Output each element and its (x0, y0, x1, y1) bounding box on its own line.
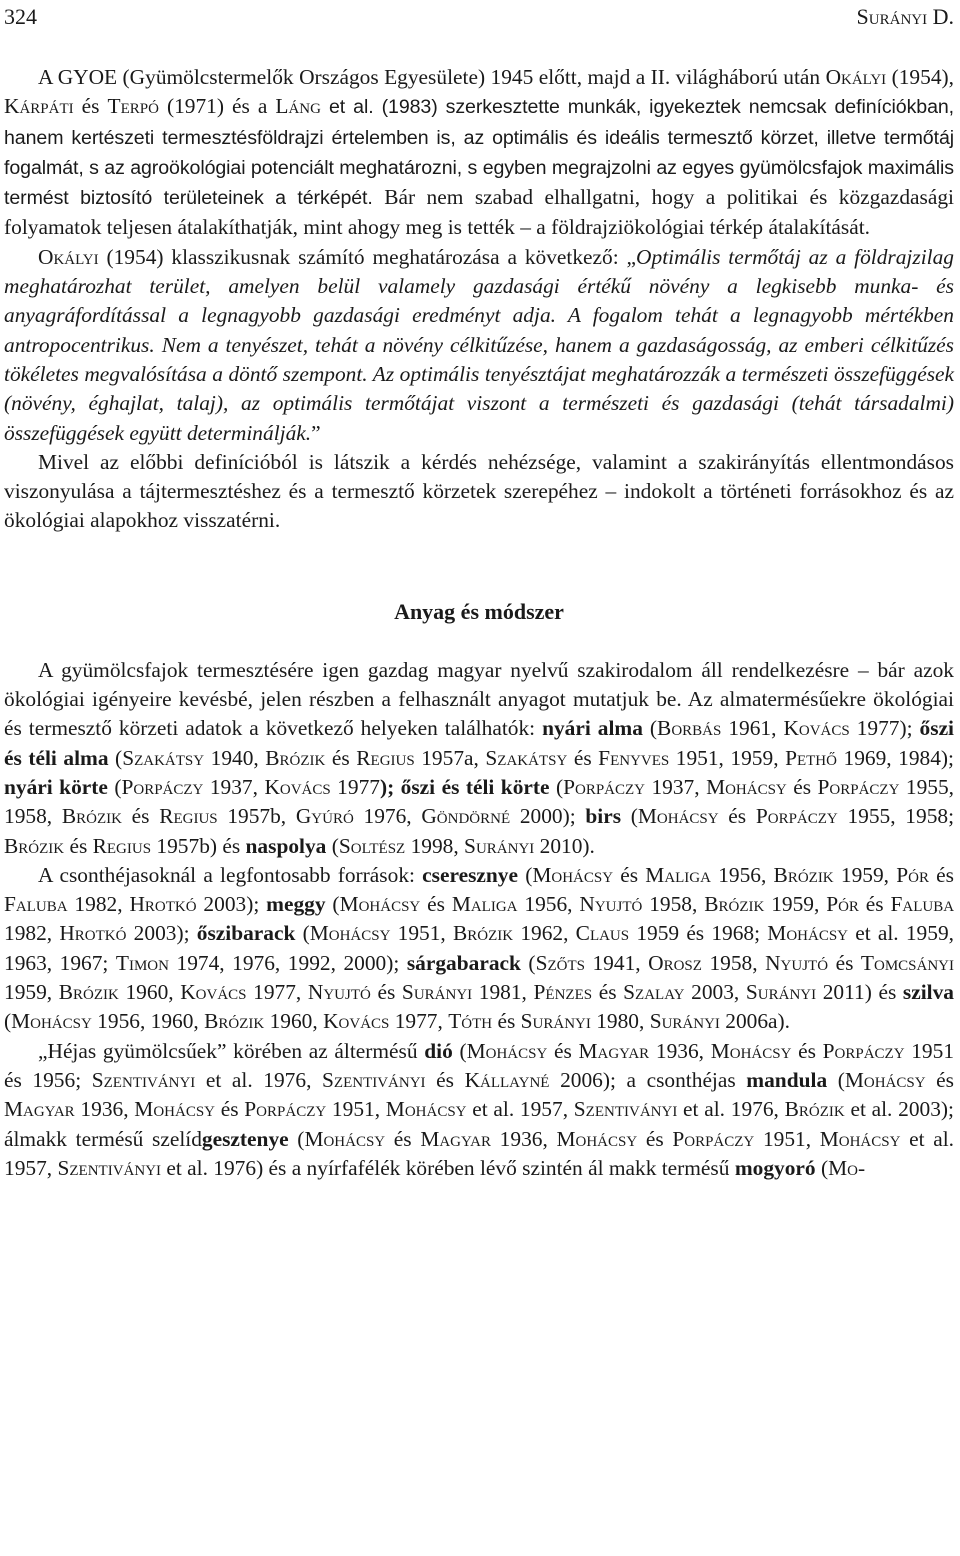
text-segment: ( (518, 862, 533, 887)
fruit-term: dió (424, 1038, 453, 1063)
author-name: Porpáczy (121, 774, 204, 799)
text-segment: 1998, (405, 833, 465, 858)
text-segment: és (547, 1038, 579, 1063)
text-segment: és (420, 892, 452, 917)
author-name: Mohácsy (532, 862, 614, 887)
text-segment: 2006); a csonthéjas (549, 1067, 747, 1092)
text-segment: 1982, (4, 921, 60, 946)
author-name: Faluba (4, 892, 68, 917)
author-name: Porpáczy (563, 774, 646, 799)
author-name: Pór (826, 892, 859, 917)
text-segment: és (592, 980, 624, 1005)
text-segment: A csonthéjasoknál a legfontosabb források: (38, 862, 423, 887)
author-name: Orosz (648, 950, 702, 975)
text-segment: et al. 1976, (677, 1097, 785, 1122)
text-segment: 1951 és 1956; (4, 1038, 955, 1092)
fruit-term: mandula (746, 1067, 828, 1092)
author-name: Mohácsy (11, 1009, 92, 1034)
text-segment: 1957b) és (151, 833, 246, 858)
author-name: Mohácsy (767, 921, 848, 946)
author-name: Mohácsy (706, 774, 787, 799)
paragraph-nut-fruits (4, 1037, 954, 1183)
paragraph-gyoe: A GYOE (Gyümölcstermelők Országos Egyesülete) 1945 előtt, majd a II. világháború után Okályi (1954), Kárpáti és Terpó (1971) és a Láng et al. (1983) szerkesztette munkák, igyekeztek nemcsak definíciókban, hanem kertészeti termesztésföldrajzi értelemben is, az optimális és ideális termesztő körzet, illetve termőtáj fogalmát, s az agroökológiai potenciált meghatározni, s egyben megrajzolni az egyes gyümölcsfajok maximális termést biztosító területeinek a térképét. Bár nem szabad elhallgatni, hogy a politikai és közgazdasági folyamatok teljesen átalakíthatják, mint ahogy meg is tették – a földrajziökológiai térkép átalakítását. (4, 65, 955, 240)
fruit-term: ); őszi és téli körte (379, 774, 550, 799)
text-segment: et al. 1957, (4, 1126, 955, 1180)
fruit-term: meggy (266, 892, 326, 917)
text-segment: 1951, 1959, (669, 745, 786, 770)
text-segment: és (567, 745, 599, 770)
author-name: Kállayné (464, 1067, 550, 1092)
author-name: Mohácsy (385, 1097, 467, 1122)
text-segment: 1962, (513, 921, 576, 946)
text-segment: et al. 1957, (466, 1097, 574, 1122)
fruit-term: őszi és téli alma (4, 716, 955, 770)
text-segment: 2003); (196, 892, 267, 917)
text-segment: 1960, (118, 980, 181, 1005)
text-segment: 1951, (390, 921, 453, 946)
text-segment: et al. 1976, (195, 1067, 323, 1092)
author-name: Göndörné (421, 804, 511, 829)
text-segment: és (613, 862, 646, 887)
author-name: Magyar (420, 1126, 492, 1151)
author-name: Mo- (828, 1155, 866, 1180)
author-name: Kovács (264, 774, 331, 799)
author-name: Mohácsy (466, 1038, 548, 1063)
running-header (4, 2, 954, 31)
author-name: Mohácsy (134, 1097, 215, 1122)
text-segment: et al. 2003); álmakk termésű szelíd (4, 1097, 954, 1151)
author-name: Maliga (645, 862, 711, 887)
text-segment: és (928, 862, 954, 887)
author-name: Szentiványi (573, 1097, 678, 1122)
author-name: Porpáczy (822, 1038, 905, 1063)
text-segment: és (64, 833, 93, 858)
text-segment: 1955, 1958; (837, 804, 955, 829)
text-segment: ( (326, 833, 339, 858)
author-name: Surányi (464, 833, 535, 858)
author-name: Mohácsy (844, 1067, 926, 1092)
text-segment: ( (827, 1067, 845, 1092)
text-segment: 1977); (849, 716, 920, 741)
text-segment: és (121, 804, 160, 829)
author-name: Faluba (890, 892, 955, 917)
text-segment: és (791, 1038, 823, 1063)
text-segment: 1976, (353, 804, 422, 829)
text-segment: ( (621, 804, 638, 829)
author-name: Mohácsy (710, 1038, 792, 1063)
author-name: Szentiványi (57, 1155, 162, 1180)
author-name: Timon (115, 950, 169, 975)
fruit-term: nyári körte (4, 774, 108, 799)
author-name: Mohácsy (304, 1126, 386, 1151)
author-name: Szalay (623, 980, 685, 1005)
text-segment: és (370, 980, 402, 1005)
text-segment: 1955, 1958, (4, 774, 955, 829)
author-name: Mohácsy (556, 1126, 638, 1151)
author-name: Porpáczy (672, 1126, 755, 1151)
text-segment: ( (642, 716, 658, 741)
author-name: Szakátsy (485, 745, 568, 770)
author-name: Brózik (61, 804, 122, 829)
author-name: Szakátsy (122, 745, 205, 770)
text-segment: 2000); (510, 804, 586, 829)
text-segment: 1977, (246, 980, 308, 1005)
text-segment: 1956, (517, 892, 580, 917)
text-segment: 2006a). (719, 1009, 791, 1034)
author-name: Nyujtó (765, 950, 829, 975)
author-name: Szentiványi (322, 1067, 426, 1092)
text-segment: 1937, (203, 774, 265, 799)
author-name: Surányi (745, 980, 817, 1005)
text-segment: 1936, (491, 1126, 557, 1151)
author-name: Porpáczy (817, 774, 900, 799)
author-name: Brózik (58, 980, 119, 1005)
text-segment: 1959, (764, 892, 827, 917)
text-segment: és (385, 1126, 421, 1151)
author-name: Mohácsy (819, 1126, 901, 1151)
text-segment: ( (288, 1126, 305, 1151)
fruit-term: sárgabarack (406, 950, 521, 975)
author-name: Tomcsányi (860, 950, 954, 975)
author-name: Brózik (453, 921, 514, 946)
text-segment: 2003); (126, 921, 197, 946)
text-segment: A gyümölcsfajok termesztésére igen gazdag magyar nyelvű szakirodalom áll rendelkezésre – bár azok ökológiai igényeire kevésbé, jelen részben a felhasznált anyagot mutatjuk be. Az almatermésűekre ökológiai és termesztő körzeti adatok a következő helyeken találhatók: (4, 657, 954, 741)
text-segment: 1961, (721, 716, 784, 741)
author-name: Mohácsy (339, 892, 421, 917)
text-segment: 1960, (264, 1009, 324, 1034)
author-name: Brózik (773, 862, 834, 887)
text-segment: és (325, 745, 357, 770)
author-name: Magyar (578, 1038, 650, 1063)
text-segment: 1956, (710, 862, 774, 887)
author-name: Szőts (535, 950, 585, 975)
author-name: Soltész (338, 833, 406, 858)
author-name: Mohácsy (309, 921, 391, 946)
author-name: Magyar (4, 1097, 75, 1122)
author-name: Maliga (451, 892, 518, 917)
text-segment: 2010). (534, 833, 595, 858)
text-segment: 1941, (584, 950, 649, 975)
author-name: Surányi (520, 1009, 591, 1034)
text-segment: 1959, (833, 862, 897, 887)
page-number: 324 (4, 4, 37, 29)
author-name: Brózik (4, 833, 65, 858)
text-segment: és (425, 1067, 465, 1092)
fruit-term: szilva (902, 980, 955, 1005)
text-segment: 1969, 1984); (836, 745, 954, 770)
paragraph-pome-fruits (4, 656, 954, 861)
text-segment: 1974, 1976, 1992, 2000); (168, 950, 407, 975)
text-segment: et al. 1976) és a nyírfafélék körében lévő szintén ál makk termésű (161, 1155, 735, 1180)
text-segment: 1982, (67, 892, 130, 917)
author-name: Porpáczy (244, 1097, 327, 1122)
text-segment: 1956, 1960, (91, 1009, 205, 1034)
text-segment: ( (549, 774, 564, 799)
fruit-term: mogyoró (734, 1155, 816, 1180)
text-segment: ( (452, 1038, 467, 1063)
text-segment: 1981, (472, 980, 534, 1005)
text-segment: ( (108, 745, 123, 770)
author-name: Surányi (401, 980, 473, 1005)
author-name: Brózik (204, 1009, 265, 1034)
text-segment: 1957a, (414, 745, 486, 770)
author-name: Regius (356, 745, 415, 770)
section-title: Anyag és módszer (394, 598, 564, 624)
author-name: Regius (159, 804, 218, 829)
text-segment: és (215, 1097, 245, 1122)
text-segment: és (718, 804, 756, 829)
text-segment: 1959, (4, 980, 59, 1005)
author-name: Brózik (784, 1097, 845, 1122)
text-segment: 1936, (74, 1097, 135, 1122)
author-name: Gyúró (295, 804, 354, 829)
text-segment: 1957b, (217, 804, 296, 829)
author-name: Pénzes (533, 980, 593, 1005)
author-name: Surányi (649, 1009, 720, 1034)
author-name: Borbás (657, 716, 722, 741)
text-segment: ( (815, 1155, 829, 1180)
text-segment: 1958, (642, 892, 705, 917)
text-segment: 1951, (754, 1126, 820, 1151)
author-name: Porpáczy (755, 804, 838, 829)
author-name: Nyujtó (307, 980, 371, 1005)
fruit-term: cseresznye (422, 862, 518, 887)
paragraph-okalyi-definition: Okályi (1954) klasszikusnak számító meghatározása a következő: „Optimális termőtáj az a földrajzilag meghatározhat terület, amelyen belül valamely gazdasági értékű növény a legkisebb munka- és anyagráfordítással a legnagyobb gazdasági eredményt adja. A fogalom tehát a legnagyobb mértékben antropocentrikus. Nem a tenyészet, tehát a növény célkitűzése, hanem a gazdaságosság, az emberi célkitűzés tökéletes megvalósítása a döntő szempont. Az optimális tenyésztájat meghatározzák a természeti összefüggések (növény, éghajlat, talaj), az optimális termőtájat viszont a természeti és gazdasági (tehát társadalmi) összefüggések együtt determinálják.” (4, 244, 955, 445)
fruit-term: gesztenye (201, 1126, 289, 1151)
text-segment: 1940, (204, 745, 266, 770)
fruit-term: nyári alma (542, 716, 643, 741)
text-segment: ( (107, 774, 122, 799)
fruit-term: birs (585, 804, 622, 829)
author-name: Pór (896, 862, 929, 887)
text-segment: „Héjas gyümölcsűek” körében az áltermésű (38, 1038, 425, 1063)
text-segment: 1977, (389, 1009, 449, 1034)
paragraph-historical-sources: Mivel az előbbi definícióból is látszik a kérdés nehézsége, valamint a szakirányítás ellentmondásos viszonyulása a tájtermesztéshez és a termesztő körzetek szerepéhez – indokolt a történeti forrásokhoz és az ökológiai alapokhoz visszatérni. (4, 449, 954, 533)
author-name: Fenyves (598, 745, 670, 770)
text-segment: 2003, (684, 980, 746, 1005)
text-segment: ( (520, 950, 536, 975)
author-name: Nyujtó (579, 892, 643, 917)
author-name: Kovács (323, 1009, 390, 1034)
author-name: Brózik (265, 745, 326, 770)
text-segment: és (828, 950, 861, 975)
text-segment: és (492, 1009, 521, 1034)
author-name: Regius (92, 833, 152, 858)
text-segment: 2011) és (816, 980, 903, 1005)
text-segment: és (637, 1126, 673, 1151)
author-name: Hrotkó (129, 892, 197, 917)
paragraph-stone-fruits (4, 861, 954, 1037)
fruit-term: őszibarack (196, 921, 296, 946)
text-segment: 1980, (590, 1009, 650, 1034)
text-segment: 1951, (326, 1097, 386, 1122)
text-segment: és (858, 892, 891, 917)
document-page (0, 2, 960, 1556)
text-segment: 1958, (701, 950, 766, 975)
author-name: Tóth (448, 1009, 493, 1034)
text-segment: ( (295, 921, 310, 946)
text-segment: és (925, 1067, 954, 1092)
text-segment: 1959 és 1968; (629, 921, 768, 946)
author-name: Hrotkó (59, 921, 127, 946)
author-name: Pethő (785, 745, 837, 770)
text-segment: ( (4, 1009, 12, 1034)
author-name: Kovács (783, 716, 850, 741)
text-segment: 1937, (645, 774, 707, 799)
author-name: Brózik (704, 892, 765, 917)
fruit-term: naspolya (245, 833, 327, 858)
text-segment: et al. 1959, 1963, 1967; (4, 921, 954, 975)
author-name: Claus (575, 921, 630, 946)
author-name: Mohácsy (637, 804, 719, 829)
text-segment: 1936, (649, 1038, 711, 1063)
text-segment: és (786, 774, 818, 799)
author-name: Szentiványi (91, 1067, 196, 1092)
text-segment: ( (325, 892, 340, 917)
running-author: Surányi D. (856, 4, 954, 29)
text-segment: 1977 (330, 774, 380, 799)
author-name: Kovács (180, 980, 247, 1005)
